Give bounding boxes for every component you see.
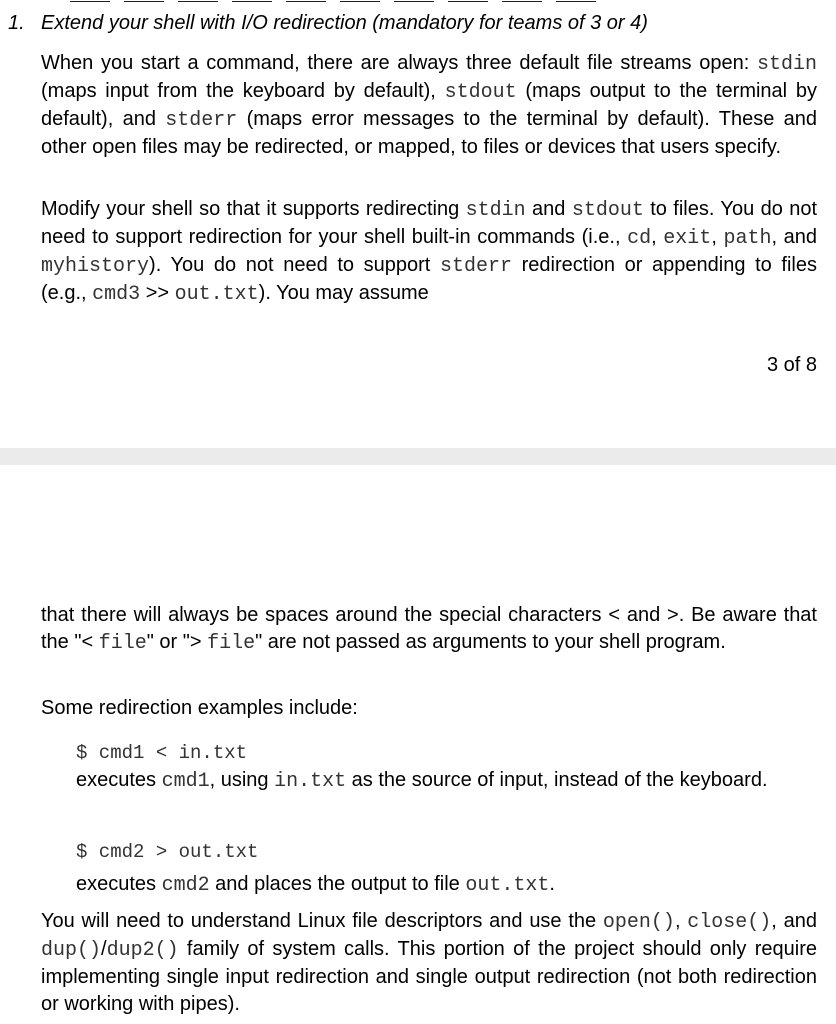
inline-code: stdin bbox=[465, 199, 526, 222]
page-number: 3 of 8 bbox=[766, 354, 817, 376]
text-run: (maps output to the terminal by default), and bbox=[41, 80, 817, 130]
clipped-previous-line bbox=[70, 0, 690, 2]
inline-code: cd bbox=[627, 227, 652, 250]
inline-code: file bbox=[207, 632, 256, 655]
text-run: >> bbox=[140, 282, 175, 304]
text-run: , bbox=[651, 226, 664, 248]
inline-code: myhistory bbox=[41, 255, 150, 278]
text-run: , bbox=[711, 226, 724, 248]
text-run: . bbox=[549, 873, 555, 895]
text-run: " or "> bbox=[146, 631, 208, 653]
text-run: (maps input from the keyboard by default), bbox=[41, 80, 445, 102]
page-gap bbox=[0, 448, 836, 465]
inline-code: stderr bbox=[439, 255, 512, 278]
inline-code: dup() bbox=[41, 939, 102, 962]
text-run: executes bbox=[76, 873, 162, 895]
document-page-4 bbox=[0, 465, 836, 1024]
text-run: Modify your shell so that it supports redirecting bbox=[41, 198, 466, 220]
text-run: family of system calls. This portion of the project should only require implementing single input redirection and single output redirection (not both redirection or working with pipes). bbox=[41, 938, 817, 1015]
code-example-output: $ cmd2 > out.txt bbox=[76, 841, 259, 863]
section-number: 1. bbox=[8, 12, 25, 34]
paragraph-output-explanation bbox=[76, 871, 817, 899]
inline-code: cmd2 bbox=[161, 874, 210, 897]
inline-code: stdout bbox=[571, 199, 644, 222]
text-run: , and bbox=[771, 910, 817, 932]
inline-code: path bbox=[723, 227, 772, 250]
paragraph-special-characters bbox=[41, 602, 817, 657]
text-run: , and bbox=[771, 226, 817, 248]
paragraph-input-explanation bbox=[76, 767, 817, 795]
text-run: / bbox=[101, 938, 107, 960]
inline-code: stdin bbox=[756, 53, 817, 76]
text-run: , bbox=[674, 910, 688, 932]
text-run: ). You do not need to support bbox=[149, 254, 440, 276]
inline-code: open() bbox=[602, 911, 675, 934]
text-run: that there will always be spaces around the special characters < and >. Be aware that the "< bbox=[41, 604, 817, 653]
text-run: to files. You do not need to support redirection for your shell built-in commands (i.e., bbox=[41, 198, 818, 248]
code-example-input: $ cmd1 < in.txt bbox=[76, 742, 248, 764]
inline-code: stdout bbox=[444, 81, 517, 104]
inline-code: dup2() bbox=[106, 939, 179, 962]
inline-code: file bbox=[98, 632, 147, 655]
inline-code: out.txt bbox=[465, 874, 550, 897]
text-run: redirection or appending to files (e.g., bbox=[41, 254, 817, 304]
text-run: When you start a command, there are always three default file streams open: bbox=[41, 52, 757, 74]
section-heading bbox=[8, 12, 648, 35]
text-run: ). You may assume bbox=[258, 282, 429, 304]
text-run: and places the output to file bbox=[209, 873, 466, 895]
text-run: and bbox=[525, 198, 572, 220]
inline-code: close() bbox=[687, 911, 772, 934]
text-run: , using bbox=[209, 769, 275, 791]
section-title: Extend your shell with I/O redirection (mandatory for teams of 3 or 4) bbox=[41, 12, 648, 34]
paragraph-file-streams bbox=[41, 50, 817, 161]
paragraph-modify-shell bbox=[41, 196, 817, 308]
text-run: (maps error messages to the terminal by default). These and other open files may be redirected, or mapped, to files or devices that users specify. bbox=[41, 108, 818, 158]
text-run: " are not passed as arguments to your shell program. bbox=[255, 631, 726, 653]
inline-code: out.txt bbox=[174, 283, 259, 306]
text-run: Some redirection examples include: bbox=[41, 697, 358, 719]
paragraph-examples-intro bbox=[41, 695, 817, 722]
inline-code: cmd1 bbox=[161, 770, 210, 793]
text-run: as the source of input, instead of the keyboard. bbox=[346, 769, 768, 791]
inline-code: in.txt bbox=[274, 770, 347, 793]
paragraph-system-calls bbox=[41, 908, 817, 1018]
inline-code: exit bbox=[663, 227, 712, 250]
text-run: executes bbox=[76, 769, 162, 791]
document-page-3 bbox=[0, 0, 836, 448]
text-run: You will need to understand Linux file descriptors and use the bbox=[41, 910, 603, 932]
inline-code: cmd3 bbox=[92, 283, 141, 306]
inline-code: stderr bbox=[165, 109, 238, 132]
